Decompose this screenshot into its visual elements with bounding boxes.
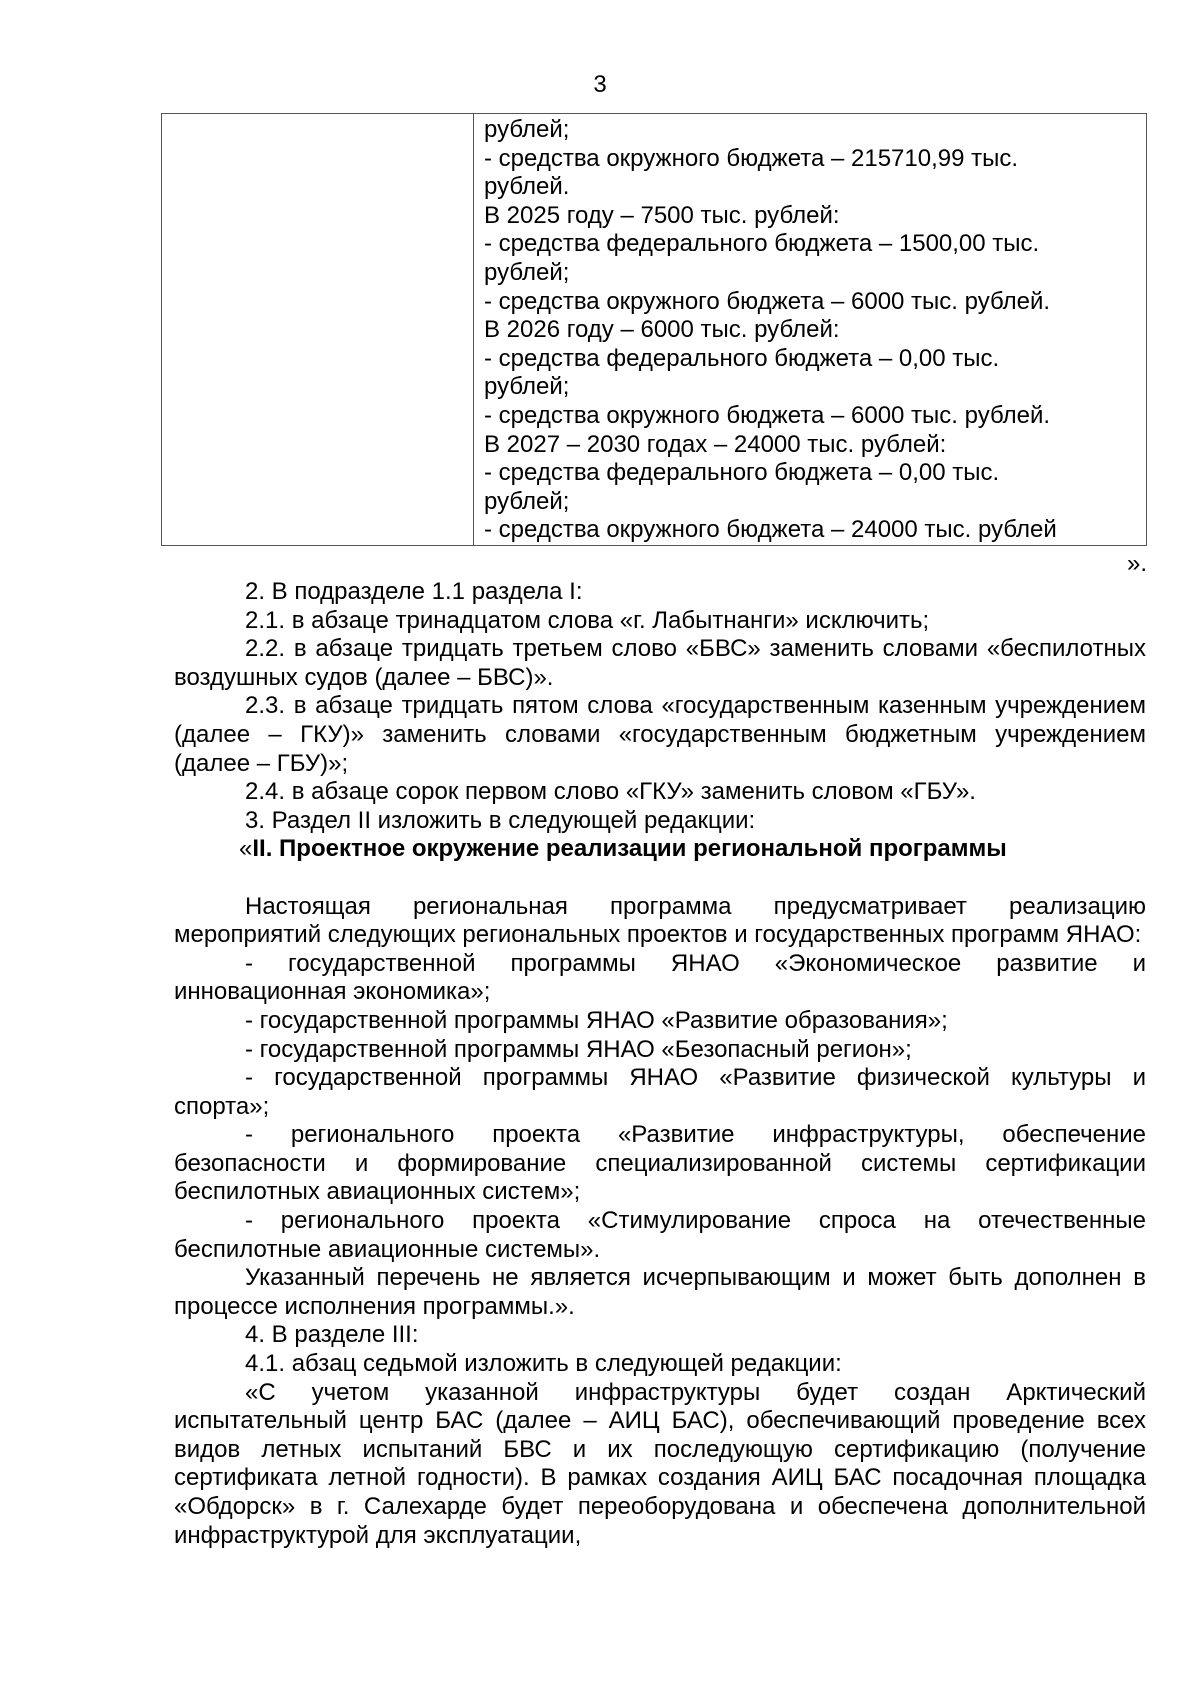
funding-line: рублей. bbox=[484, 173, 570, 201]
list-item: - регионального проекта «Развитие инфраструктуры, обеспечение безопасности и формирование специализированной системы сертификации беспилотных авиационных систем»; bbox=[174, 1121, 1146, 1206]
funding-line: В 2025 году – 7500 тыс. рублей: bbox=[484, 201, 840, 229]
funding-line: В 2026 году – 6000 тыс. рублей: bbox=[484, 316, 840, 344]
table-row bbox=[162, 114, 1147, 546]
paragraph: 2.1. в абзаце тринадцатом слова «г. Лабытнанги» исключить; bbox=[245, 606, 930, 634]
paragraph: 2.3. в абзаце тридцать пятом слова «государственным казенным учреждением (далее – ГКУ)» заменить словами «государственным бюджетным учреждением (далее – ГБУ)»; bbox=[174, 692, 1146, 777]
list-item: - государственной программы ЯНАО «Развитие образования»; bbox=[245, 1006, 948, 1034]
funding-line: - средства федерального бюджета – 1500,00 тыс. bbox=[484, 230, 1040, 258]
funding-line: рублей; bbox=[484, 373, 570, 401]
funding-line: - средства окружного бюджета – 24000 тыс. рублей bbox=[484, 516, 1057, 544]
funding-line: - средства федерального бюджета – 0,00 тыс. bbox=[484, 344, 1000, 372]
list-item: - регионального проекта «Стимулирование спроса на отечественные беспилотные авиационные системы». bbox=[174, 1207, 1146, 1263]
paragraph: Указанный перечень не является исчерпывающим и может быть дополнен в процессе исполнения программы.». bbox=[174, 1264, 1146, 1320]
document-body bbox=[174, 578, 1146, 1550]
paragraph: 2.2. в абзаце тридцать третьем слово «БВС» заменить словами «беспилотных воздушных судов (далее – БВС)». bbox=[174, 635, 1146, 691]
funding-line: рублей; bbox=[484, 116, 570, 143]
list-item: - государственной программы ЯНАО «Безопасный регион»; bbox=[245, 1035, 912, 1063]
funding-line: рублей; bbox=[484, 487, 570, 515]
closing-quote: ». bbox=[1126, 550, 1147, 577]
paragraph: Настоящая региональная программа предусматривает реализацию мероприятий следующих региональных проектов и государственных программ ЯНАО: bbox=[174, 892, 1146, 949]
section-heading bbox=[174, 835, 1146, 864]
paragraph: 4. В разделе III: bbox=[245, 1321, 419, 1349]
list-item: - государственной программы ЯНАО «Развитие физической культуры и спорта»; bbox=[174, 1064, 1146, 1120]
paragraph: 3. Раздел II изложить в следующей редакции: bbox=[245, 806, 756, 834]
funding-line: - средства окружного бюджета – 6000 тыс. рублей. bbox=[484, 401, 1051, 429]
page-number: 3 bbox=[593, 71, 607, 98]
list-item: - государственной программы ЯНАО «Экономическое развитие и инновационная экономика»; bbox=[174, 949, 1146, 1006]
paragraph: 2. В подразделе 1.1 раздела I: bbox=[245, 578, 583, 605]
paragraph: 4.1. абзац седьмой изложить в следующей редакции: bbox=[245, 1350, 842, 1378]
funding-lines bbox=[474, 114, 1146, 545]
paragraph: «С учетом указанной инфраструктуры будет создан Арктический испытательный центр БАС (далее – АИЦ БАС), обеспечивающий проведение всех видов летных испытаний БВС и их последующую сертификацию (получение сертификата летной годности). В рамках создания АИЦ БАС посадочная площадка «Обдорск» в г. Салехарде будет переоборудована и обеспечена дополнительной инфраструктурой для эксплуатации, bbox=[174, 1378, 1146, 1549]
funding-line: - средства федерального бюджета – 0,00 тыс. bbox=[484, 459, 1000, 487]
heading-title: II. Проектное окружение реализации региональной программы bbox=[252, 835, 1007, 863]
funding-line: - средства окружного бюджета – 6000 тыс. рублей. bbox=[484, 287, 1051, 315]
funding-line: рублей; bbox=[484, 258, 570, 286]
heading-open-quote: « bbox=[239, 835, 253, 863]
table-cell-label bbox=[162, 114, 474, 546]
funding-line: В 2027 – 2030 годах – 24000 тыс. рублей: bbox=[484, 430, 947, 458]
funding-line: - средства окружного бюджета – 215710,99 тыс. bbox=[484, 144, 1019, 172]
paragraph: 2.4. в абзаце сорок первом слово «ГКУ» заменить словом «ГБУ». bbox=[245, 778, 976, 806]
table-cell-funding bbox=[474, 114, 1147, 546]
budget-table bbox=[161, 113, 1147, 546]
